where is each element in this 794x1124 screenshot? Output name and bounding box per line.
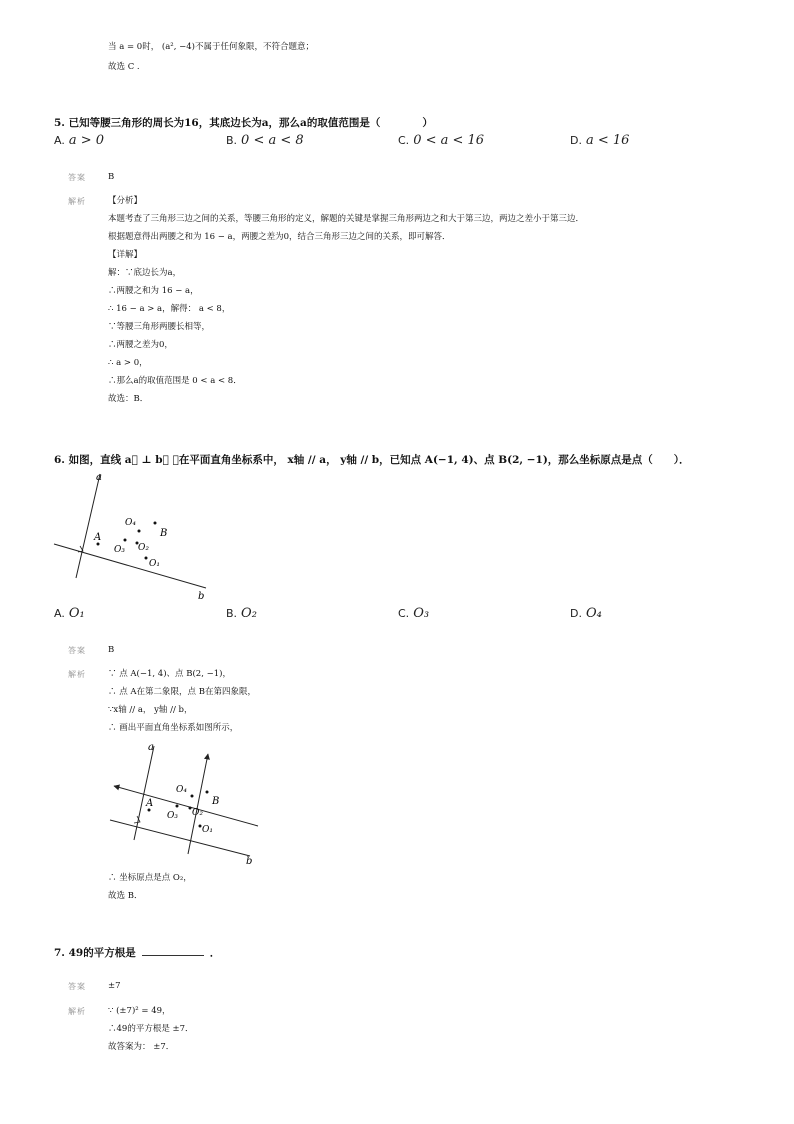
q5-analysis-line: 【详解】 bbox=[108, 250, 143, 260]
label-b: b bbox=[198, 591, 205, 602]
q6-option-b: B. O₂ bbox=[226, 606, 257, 621]
q6-analysis-label: 解析 bbox=[68, 670, 86, 679]
q7-analysis-line: ∴49的平方根是 ±7． bbox=[108, 1024, 194, 1034]
q6-answer: B bbox=[108, 645, 115, 655]
q7-analysis-line: 故答案为： ±7． bbox=[108, 1042, 175, 1052]
q7-answer-label: 答案 bbox=[68, 982, 86, 991]
q5-analysis-line: ∴ a > 0， bbox=[108, 358, 148, 368]
label-O3: O₃ bbox=[167, 811, 178, 821]
q5-analysis-line: 根据题意得出两腰之和为 16 − a，两腰之差为0，结合三角形三边之间的关系，即可解答． bbox=[108, 232, 451, 242]
label-B: B bbox=[212, 796, 220, 807]
label-O3: O₃ bbox=[114, 545, 125, 555]
line-b bbox=[110, 820, 250, 856]
label-O4: O₄ bbox=[125, 518, 136, 528]
label-a: a bbox=[96, 472, 102, 483]
point-O4 bbox=[191, 795, 194, 798]
question-7-text: 7. 49的平方根是 ． bbox=[54, 947, 221, 959]
point-O3 bbox=[124, 539, 127, 542]
label-a: a bbox=[148, 742, 154, 753]
q5-option-c: C. 0 < a < 16 bbox=[398, 133, 485, 148]
q6-analysis-line: ∵x轴 // a， y轴 // b， bbox=[108, 705, 193, 715]
prev-solution-line-1: 当 a = 0时， (a², −4)不属于任何象限，不符合题意； bbox=[108, 42, 314, 52]
y-axis bbox=[188, 754, 208, 854]
q5-analysis-label: 解析 bbox=[68, 197, 86, 206]
label-b: b bbox=[246, 856, 253, 867]
q5-answer: B bbox=[108, 172, 115, 182]
q6-analysis-line: ∴ 画出平面直角坐标系如图所示， bbox=[108, 723, 239, 733]
q6-analysis-line: 故选 B． bbox=[108, 891, 143, 901]
q5-analysis-line: ∴两腰之和为 16 − a， bbox=[108, 286, 199, 296]
q6-option-d: D. O₄ bbox=[570, 606, 602, 621]
line-a bbox=[134, 746, 154, 840]
q6-figure bbox=[50, 470, 220, 602]
q6-answer-label: 答案 bbox=[68, 646, 86, 655]
label-O2: O₂ bbox=[138, 543, 149, 553]
q5-option-a: A. a > 0 bbox=[54, 133, 105, 148]
q6-analysis-line: ∵ 点 A(−1, 4)、点 B(2, −1)， bbox=[108, 669, 231, 679]
q5-analysis-line: ∴两腰之差为0， bbox=[108, 340, 173, 350]
line-a bbox=[76, 474, 100, 578]
q5-analysis-line: 【分析】 bbox=[108, 196, 143, 206]
q5-analysis-line: 解：∵底边长为a， bbox=[108, 268, 182, 278]
prev-solution-line-2: 故选 C . bbox=[108, 62, 140, 72]
q5-answer-label: 答案 bbox=[68, 173, 86, 182]
q5-analysis-line: 故选：B． bbox=[108, 394, 149, 404]
point-B bbox=[206, 791, 209, 794]
answer-blank bbox=[142, 946, 204, 956]
q6-analysis-line: ∴ 坐标原点是点 O₂， bbox=[108, 873, 192, 883]
line-b bbox=[54, 544, 206, 588]
q6-option-a: A. O₁ bbox=[54, 606, 85, 621]
question-5-text: 5. 已知等腰三角形的周长为16，其底边长为a，那么a的取值范围是（ ） bbox=[54, 117, 433, 129]
point-B bbox=[154, 522, 157, 525]
q6-solution-figure bbox=[104, 736, 264, 868]
q5-analysis-line: ∴ 16 − a > a，解得： a < 8， bbox=[108, 304, 231, 314]
label-A: A bbox=[94, 532, 102, 543]
label-B: B bbox=[160, 528, 168, 539]
q6-analysis-line: ∴ 点 A在第二象限，点 B在第四象限， bbox=[108, 687, 256, 697]
q7-answer: ±7 bbox=[108, 981, 121, 991]
q7-analysis-line: ∵ (±7)² = 49， bbox=[108, 1006, 171, 1016]
question-6-text: 6. 如图，直线 a⃗ ⊥ b⃗ ，在平面直角坐标系中， x轴 // a， y轴 // b，已知点 A(−1, 4)、点 B(2, −1)，那么坐标原点是点（ ）． bbox=[54, 454, 690, 466]
q5-option-d: D. a < 16 bbox=[570, 133, 630, 148]
label-O1: O₁ bbox=[202, 825, 213, 835]
label-O4: O₄ bbox=[176, 785, 187, 795]
label-O2: O₂ bbox=[192, 808, 203, 818]
q5-analysis-line: 本题考查了三角形三边之间的关系，等腰三角形的定义，解题的关键是掌握三角形两边之和大于第三边，两边之差小于第三边． bbox=[108, 214, 585, 224]
q5-analysis-line: ∵等腰三角形两腰长相等， bbox=[108, 322, 211, 332]
label-O1: O₁ bbox=[149, 559, 160, 569]
q5-analysis-line: ∴那么a的取值范围是 0 < a < 8． bbox=[108, 376, 242, 386]
q7-analysis-label: 解析 bbox=[68, 1007, 86, 1016]
q5-option-b: B. 0 < a < 8 bbox=[226, 133, 304, 148]
q6-option-c: C. O₃ bbox=[398, 606, 430, 621]
label-A: A bbox=[146, 798, 154, 809]
point-O4 bbox=[138, 530, 141, 533]
point-O1 bbox=[145, 557, 148, 560]
point-O3 bbox=[176, 805, 179, 808]
